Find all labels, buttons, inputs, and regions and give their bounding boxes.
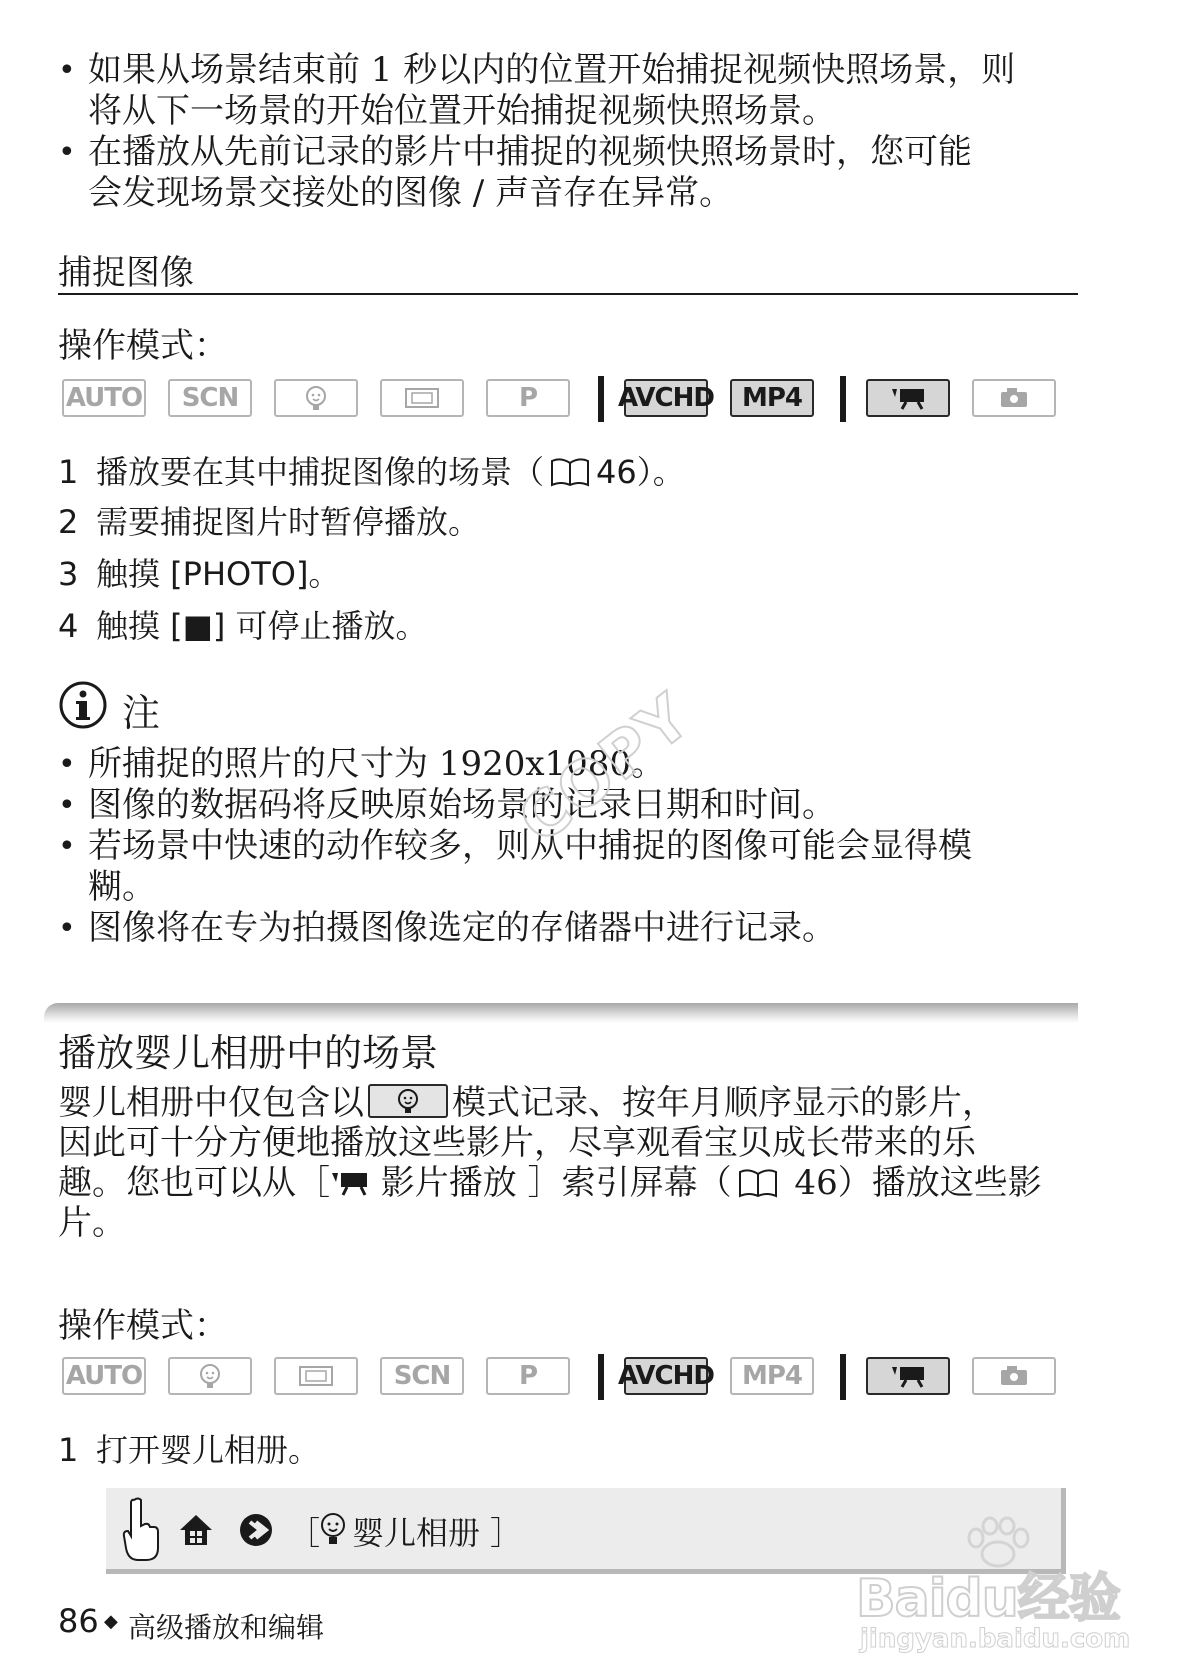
home-icon [178, 1512, 214, 1548]
mode-scn-icon: SCN [168, 379, 252, 417]
step-item: 3 触摸 [PHOTO]。 [58, 555, 341, 593]
bullet-item: • 在播放从先前记录的影片中捕捉的视频快照场景时，您可能 会发现场景交接处的图像 / 声音存在异常。 [58, 132, 972, 213]
note-bullet: • 所捕捉的照片的尺寸为 1920x1080。 [58, 744, 666, 784]
baby-mode-icon [368, 1084, 448, 1118]
mode-p-icon: P [486, 1357, 570, 1395]
touch-hand-icon [120, 1496, 162, 1564]
mode-baby-icon [168, 1357, 252, 1395]
operating-modes-row [62, 379, 1082, 421]
step-item: 2 需要捕捉图片时暂停播放。 [58, 503, 481, 541]
baby-album-icon [318, 1510, 348, 1550]
book-icon [738, 1168, 778, 1198]
mode-separator [840, 1354, 846, 1400]
bullet-item: • 如果从场景结束前 1 秒以内的位置开始捕捉视频快照场景，则 将从下一场景的开始位置开始捕捉视频快照场景。 [58, 50, 1016, 131]
section-banner [44, 1003, 1078, 1023]
footer-diamond: ◆ [104, 1611, 118, 1632]
baby-album-label: 婴儿相册 [352, 1514, 481, 1552]
mode-auto-icon: AUTO [62, 1357, 146, 1395]
book-icon [550, 457, 590, 487]
section-heading-capture-image: 捕捉图像 [58, 253, 194, 293]
baby-album-description: 婴儿相册中仅包含以 模式记录、按年月顺序显示的影片， 因此可十分方便地播放这些影片，尽享观看宝贝成长带来的乐 趣。您也可以从［ 影片播放 ］索引屏幕（ 46）播放这些影 片。 [58, 1083, 1042, 1243]
mode-avchd-icon: AVCHD [624, 379, 708, 417]
mode-separator [840, 376, 846, 422]
mode-cinema-icon [274, 1357, 358, 1395]
baidu-watermark-url: jingyan.baidu.com [860, 1624, 1131, 1654]
info-icon [58, 680, 108, 734]
operating-mode-label: 操作模式： [58, 1306, 228, 1346]
mode-cinema-icon [380, 379, 464, 417]
mode-mp4-icon: MP4 [730, 1357, 814, 1395]
open-bracket: ［ [288, 1514, 321, 1552]
mode-p-icon: P [486, 379, 570, 417]
step-item: 1 播放要在其中捕捉图像的场景（ 46）。 [58, 453, 685, 491]
movie-playback-icon [330, 1169, 370, 1197]
mode-separator [598, 1354, 604, 1400]
mode-photo-playback-icon [972, 379, 1056, 417]
mode-avchd-icon: AVCHD [624, 1357, 708, 1395]
note-label: 注 [122, 691, 161, 735]
next-arrow-icon [238, 1512, 274, 1548]
mode-movie-playback-icon [866, 1357, 950, 1395]
footer-section-title: 高级播放和编辑 [128, 1611, 325, 1644]
note-bullet: • 图像的数据码将反映原始场景的记录日期和时间。 [58, 785, 836, 825]
close-bracket: ］ [490, 1514, 523, 1552]
step-item: 1 打开婴儿相册。 [58, 1431, 321, 1469]
heading-rule [58, 293, 1078, 295]
mode-baby-icon [274, 379, 358, 417]
note-bullet: • 图像将在专为拍摄图像选定的存储器中进行记录。 [58, 908, 836, 948]
mode-movie-playback-icon [866, 379, 950, 417]
page-number: 86 [58, 1602, 99, 1640]
baidu-watermark-brand: Baidu经验 [856, 1569, 1120, 1629]
mode-separator [598, 376, 604, 422]
copy-watermark: COPY [505, 678, 705, 858]
step-item: 4 触摸 [■] 可停止播放。 [58, 607, 428, 645]
mode-mp4-icon: MP4 [730, 379, 814, 417]
operating-mode-label: 操作模式： [58, 326, 228, 366]
mode-auto-icon: AUTO [62, 379, 146, 417]
mode-photo-playback-icon [972, 1357, 1056, 1395]
mode-scn-icon: SCN [380, 1357, 464, 1395]
operating-modes-row [62, 1357, 1082, 1399]
section-heading-baby-album: 播放婴儿相册中的场景 [58, 1031, 439, 1075]
note-bullet: • 若场景中快速的动作较多，则从中捕捉的图像可能会显得模 糊。 [58, 826, 972, 907]
